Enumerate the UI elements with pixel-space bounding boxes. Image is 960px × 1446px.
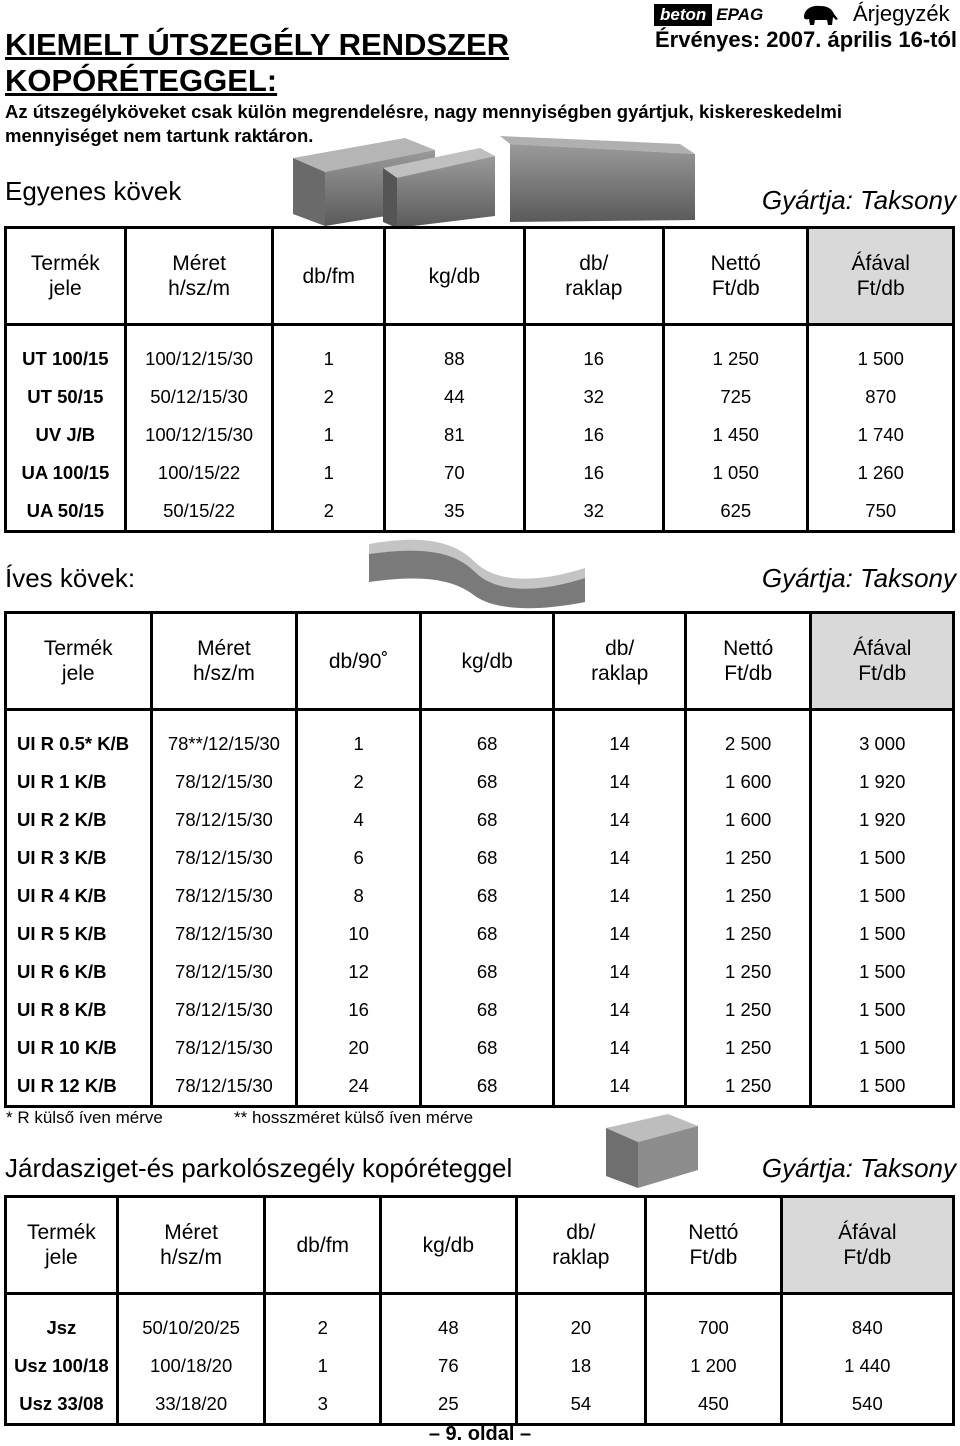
cell-per-unit: 10 <box>297 915 421 953</box>
table-row <box>6 454 954 492</box>
table-header-row <box>6 1197 954 1294</box>
col-header: db/ raklap <box>524 228 664 325</box>
cell-pallet: 32 <box>524 492 664 532</box>
footnote-length: ** hosszméret külső íven mérve <box>234 1108 474 1127</box>
cell-net: 1 250 <box>685 1067 811 1107</box>
table-row <box>6 1067 954 1107</box>
col-header: db/ raklap <box>516 1197 646 1294</box>
cell-weight: 25 <box>381 1385 517 1425</box>
cell-code: UV J/B <box>6 416 126 454</box>
col-header: db/fm <box>265 1197 381 1294</box>
cell-code: UI R 3 K/B <box>6 839 152 877</box>
cell-code: Jsz <box>6 1309 118 1347</box>
cell-size: 100/18/20 <box>117 1347 265 1385</box>
brand-beton: beton <box>654 4 712 26</box>
table-row <box>6 340 954 378</box>
cell-net: 450 <box>646 1385 781 1425</box>
cell-pallet: 14 <box>554 953 686 991</box>
cell-pallet: 14 <box>554 801 686 839</box>
cell-weight: 70 <box>385 454 524 492</box>
cell-size: 78/12/15/30 <box>151 1067 297 1107</box>
cell-weight: 68 <box>420 877 553 915</box>
cell-pallet: 32 <box>524 378 664 416</box>
table-straight-stones <box>4 226 955 533</box>
cell-pallet: 54 <box>516 1385 646 1425</box>
section-title-curved: Íves kövek: <box>5 563 136 593</box>
table-row <box>6 378 954 416</box>
cell-gross: 3 000 <box>811 725 954 763</box>
table-row <box>6 1029 954 1067</box>
cell-size: 50/12/15/30 <box>125 378 273 416</box>
cell-per-unit: 1 <box>297 725 421 763</box>
col-header: Méret h/sz/m <box>125 228 273 325</box>
cell-net: 1 600 <box>685 763 811 801</box>
col-header: Termék jele <box>6 613 152 710</box>
cell-pallet: 16 <box>524 416 664 454</box>
cell-per-unit: 1 <box>265 1347 381 1385</box>
col-header: Nettó Ft/db <box>685 613 811 710</box>
col-header: kg/db <box>420 613 553 710</box>
cell-per-unit: 1 <box>273 340 385 378</box>
table-island-stones <box>4 1195 955 1426</box>
cell-per-unit: 1 <box>273 416 385 454</box>
cell-net: 1 250 <box>685 1029 811 1067</box>
cell-net: 700 <box>646 1309 781 1347</box>
cell-per-unit: 3 <box>265 1385 381 1425</box>
cell-net: 1 200 <box>646 1347 781 1385</box>
cell-net: 1 050 <box>664 454 808 492</box>
col-header: kg/db <box>385 228 524 325</box>
cell-weight: 68 <box>420 801 553 839</box>
cell-gross: 540 <box>781 1385 953 1425</box>
cell-size: 78/12/15/30 <box>151 915 297 953</box>
cell-code: UA 100/15 <box>6 454 126 492</box>
cell-size: 78/12/15/30 <box>151 991 297 1029</box>
cell-pallet: 14 <box>554 839 686 877</box>
cell-weight: 76 <box>381 1347 517 1385</box>
table-curved-stones <box>4 611 955 1108</box>
cell-gross: 1 500 <box>811 991 954 1029</box>
cell-gross: 870 <box>808 378 954 416</box>
page-title: KIEMELT ÚTSZEGÉLY RENDSZER <box>5 27 510 62</box>
section-title-island: Járdasziget-és parkolószegély kopóréteggel <box>5 1153 513 1183</box>
cell-net: 1 250 <box>685 953 811 991</box>
cell-gross: 1 500 <box>811 839 954 877</box>
cell-gross: 1 740 <box>808 416 954 454</box>
cell-code: UI R 12 K/B <box>6 1067 152 1107</box>
cell-gross: 1 920 <box>811 801 954 839</box>
intro-text: Az útszegélyköveket csak külön megrendelésre, nagy mennyiségben gyártjuk, kiskereskedelmi mennyiséget nem tartunk raktáron. <box>5 101 842 146</box>
table-row <box>6 763 954 801</box>
cell-per-unit: 12 <box>297 953 421 991</box>
cell-weight: 35 <box>385 492 524 532</box>
page-title-line2: KOPÓRÉTEGGEL: <box>5 63 278 98</box>
table-row <box>6 725 954 763</box>
cell-code: UT 50/15 <box>6 378 126 416</box>
cell-code: UI R 5 K/B <box>6 915 152 953</box>
cell-per-unit: 4 <box>297 801 421 839</box>
table-row <box>6 1309 954 1347</box>
col-header: Áfával Ft/db <box>781 1197 953 1294</box>
cell-net: 625 <box>664 492 808 532</box>
cell-pallet: 18 <box>516 1347 646 1385</box>
table-header-row <box>6 613 954 710</box>
cell-pallet: 14 <box>554 1067 686 1107</box>
cell-code: Usz 100/18 <box>6 1347 118 1385</box>
cell-per-unit: 24 <box>297 1067 421 1107</box>
cell-per-unit: 2 <box>297 763 421 801</box>
cell-pallet: 14 <box>554 991 686 1029</box>
cell-net: 1 250 <box>685 991 811 1029</box>
col-header: Áfával Ft/db <box>808 228 954 325</box>
cell-code: UI R 1 K/B <box>6 763 152 801</box>
col-header: db/fm <box>273 228 385 325</box>
cell-pallet: 14 <box>554 877 686 915</box>
cell-code: UI R 8 K/B <box>6 991 152 1029</box>
col-header: Méret h/sz/m <box>117 1197 265 1294</box>
cell-per-unit: 8 <box>297 877 421 915</box>
cell-net: 725 <box>664 378 808 416</box>
col-header: Méret h/sz/m <box>151 613 297 710</box>
cell-size: 78**/12/15/30 <box>151 725 297 763</box>
table-header-row <box>6 228 954 325</box>
cell-size: 100/12/15/30 <box>125 416 273 454</box>
cell-code: UA 50/15 <box>6 492 126 532</box>
cell-size: 50/15/22 <box>125 492 273 532</box>
cell-code: UI R 0.5* K/B <box>6 725 152 763</box>
cell-pallet: 14 <box>554 725 686 763</box>
col-header: kg/db <box>381 1197 517 1294</box>
table-row <box>6 416 954 454</box>
cell-net: 1 250 <box>664 340 808 378</box>
col-header: db/90˚ <box>297 613 421 710</box>
cell-size: 100/15/22 <box>125 454 273 492</box>
cell-pallet: 14 <box>554 1029 686 1067</box>
footnote-radius: * R külső íven mérve <box>6 1108 163 1127</box>
maker-curved: Gyártja: Taksony <box>761 563 956 593</box>
cell-gross: 1 500 <box>811 877 954 915</box>
cell-pallet: 16 <box>524 340 664 378</box>
pricelist-label: Árjegyzék <box>853 1 950 26</box>
curved-curb-stone-image <box>365 532 590 612</box>
island-curb-stone-image <box>598 1110 703 1190</box>
cell-weight: 68 <box>420 1029 553 1067</box>
cell-code: UI R 2 K/B <box>6 801 152 839</box>
cell-net: 2 500 <box>685 725 811 763</box>
cell-per-unit: 2 <box>273 378 385 416</box>
cell-gross: 1 500 <box>811 1029 954 1067</box>
cell-weight: 68 <box>420 839 553 877</box>
cell-size: 78/12/15/30 <box>151 839 297 877</box>
cell-code: UI R 4 K/B <box>6 877 152 915</box>
cell-code: Usz 33/08 <box>6 1385 118 1425</box>
col-header: db/ raklap <box>554 613 686 710</box>
cell-size: 78/12/15/30 <box>151 801 297 839</box>
cell-size: 50/10/20/25 <box>117 1309 265 1347</box>
col-header: Nettó Ft/db <box>646 1197 781 1294</box>
maker-straight: Gyártja: Taksony <box>761 185 956 215</box>
cell-gross: 750 <box>808 492 954 532</box>
table-row <box>6 953 954 991</box>
cell-weight: 81 <box>385 416 524 454</box>
cell-size: 78/12/15/30 <box>151 1029 297 1067</box>
table-row <box>6 1347 954 1385</box>
cell-gross: 1 500 <box>808 340 954 378</box>
cell-gross: 1 500 <box>811 915 954 953</box>
cell-gross: 1 500 <box>811 1067 954 1107</box>
cell-gross: 1 260 <box>808 454 954 492</box>
cell-pallet: 16 <box>524 454 664 492</box>
cell-net: 1 450 <box>664 416 808 454</box>
brand-epag: EPAG <box>716 5 764 24</box>
cell-weight: 48 <box>381 1309 517 1347</box>
cell-gross: 1 440 <box>781 1347 953 1385</box>
cell-weight: 68 <box>420 991 553 1029</box>
maker-island: Gyártja: Taksony <box>761 1153 956 1183</box>
valid-from: Érvényes: 2007. április 16-tól <box>655 27 958 52</box>
elephant-logo-icon <box>800 3 840 27</box>
page-number: – 9. oldal – <box>428 1423 532 1445</box>
table-row <box>6 915 954 953</box>
cell-weight: 68 <box>420 953 553 991</box>
col-header: Áfával Ft/db <box>811 613 954 710</box>
table-row <box>6 492 954 532</box>
cell-code: UI R 6 K/B <box>6 953 152 991</box>
cell-per-unit: 2 <box>265 1309 381 1347</box>
col-header: Termék jele <box>6 1197 118 1294</box>
cell-net: 1 250 <box>685 877 811 915</box>
cell-code: UT 100/15 <box>6 340 126 378</box>
table-row <box>6 839 954 877</box>
cell-size: 78/12/15/30 <box>151 763 297 801</box>
cell-net: 1 250 <box>685 839 811 877</box>
cell-pallet: 20 <box>516 1309 646 1347</box>
cell-per-unit: 16 <box>297 991 421 1029</box>
cell-weight: 68 <box>420 725 553 763</box>
cell-weight: 68 <box>420 763 553 801</box>
cell-weight: 68 <box>420 1067 553 1107</box>
cell-weight: 88 <box>385 340 524 378</box>
cell-net: 1 600 <box>685 801 811 839</box>
cell-gross: 1 500 <box>811 953 954 991</box>
cell-gross: 1 920 <box>811 763 954 801</box>
cell-per-unit: 1 <box>273 454 385 492</box>
cell-per-unit: 2 <box>273 492 385 532</box>
cell-per-unit: 6 <box>297 839 421 877</box>
table-row <box>6 991 954 1029</box>
cell-code: UI R 10 K/B <box>6 1029 152 1067</box>
table-row <box>6 877 954 915</box>
cell-gross: 840 <box>781 1309 953 1347</box>
section-title-straight: Egyenes kövek <box>5 176 182 206</box>
cell-weight: 44 <box>385 378 524 416</box>
col-header: Nettó Ft/db <box>664 228 808 325</box>
straight-curb-stone-image <box>285 128 705 228</box>
cell-size: 33/18/20 <box>117 1385 265 1425</box>
col-header: Termék jele <box>6 228 126 325</box>
cell-pallet: 14 <box>554 763 686 801</box>
cell-size: 78/12/15/30 <box>151 953 297 991</box>
brand-logo <box>654 4 767 26</box>
cell-pallet: 14 <box>554 915 686 953</box>
table-row <box>6 801 954 839</box>
cell-weight: 68 <box>420 915 553 953</box>
table-row <box>6 1385 954 1425</box>
cell-size: 100/12/15/30 <box>125 340 273 378</box>
cell-per-unit: 20 <box>297 1029 421 1067</box>
cell-size: 78/12/15/30 <box>151 877 297 915</box>
cell-net: 1 250 <box>685 915 811 953</box>
